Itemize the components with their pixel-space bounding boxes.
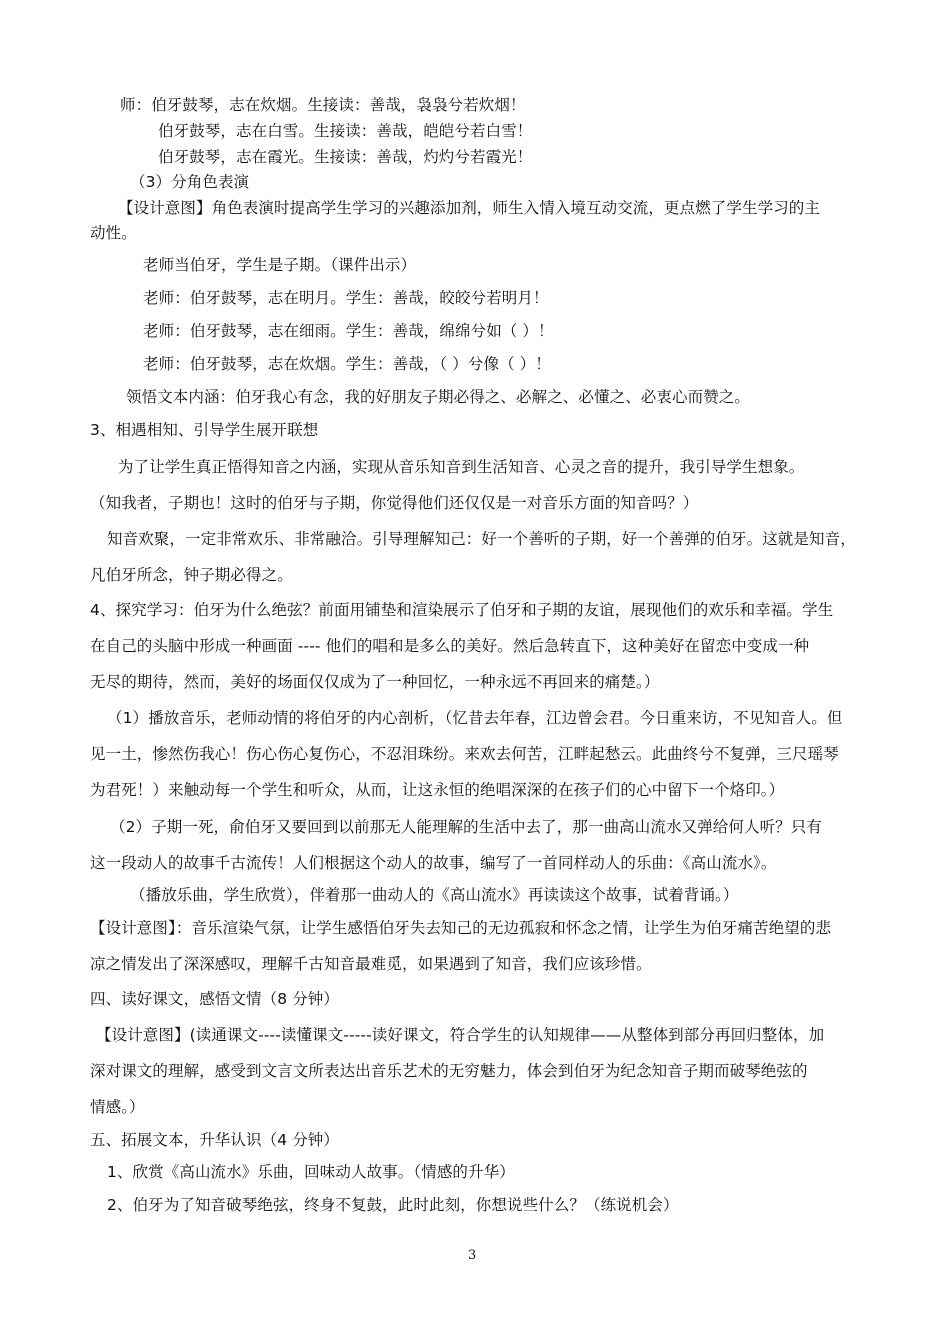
text-line-8: 老师：伯牙鼓琴，志在明月。学生：善哉，皎皎兮若明月！ xyxy=(143,289,549,307)
text-line-26: 【设计意图】：音乐渲染气氛，让学生感悟伯牙失去知己的无边孤寂和怀念之情，让学生为伯牙痛苦绝望的悲 xyxy=(90,919,832,937)
text-line-7: 老师当伯牙，学生是子期。（课件出示） xyxy=(143,256,417,274)
text-line-3: 伯牙鼓琴，志在霞光。生接读：善哉，灼灼兮若霞光！ xyxy=(158,148,533,166)
text-line-30: 深对课文的理解，感受到文言文所表达出音乐艺术的无穷魅力，体会到伯牙为纪念知音子期而破琴绝弦的 xyxy=(90,1062,808,1080)
text-line-23: （2）子期一死，俞伯牙又要回到以前那无人能理解的生活中去了，那一曲高山流水又弹给何人听？只有 xyxy=(110,818,822,836)
text-line-34: 2、伯牙为了知音破琴绝弦，终身不复鼓，此时此刻，你想说些什么？（练说机会） xyxy=(107,1196,679,1214)
text-line-1: 师：伯牙鼓琴，志在炊烟。生接读：善哉，袅袅兮若炊烟！ xyxy=(120,96,526,114)
text-line-13: 为了让学生真正悟得知音之内涵，实现从音乐知音到生活知音、心灵之音的提升，我引导学生想象。 xyxy=(118,458,805,476)
text-line-16: 凡伯牙所念，钟子期必得之。 xyxy=(90,566,293,584)
text-line-9: 老师：伯牙鼓琴，志在细雨。学生：善哉，绵绵兮如（ ）！ xyxy=(143,322,554,340)
text-line-11: 领悟文本内涵：伯牙我心有念，我的好朋友子期必得之、必解之、必懂之、必衷心而赞之。 xyxy=(126,388,751,406)
text-line-12: 3、相遇相知、引导学生展开联想 xyxy=(90,421,319,439)
text-line-22: 为君死！）来触动每一个学生和听众，从而，让这永恒的绝唱深深的在孩子们的心中留下一个烙印。） xyxy=(90,781,785,799)
text-line-14: （知我者，子期也！这时的伯牙与子期，你觉得他们还仅仅是一对音乐方面的知音吗？） xyxy=(90,494,699,512)
text-line-28: 四、读好课文，感悟文情（8 分钟） xyxy=(90,990,339,1008)
text-line-2: 伯牙鼓琴，志在白雪。生接读：善哉，皑皑兮若白雪！ xyxy=(158,122,533,140)
text-line-10: 老师：伯牙鼓琴，志在炊烟。学生：善哉，（ ）兮像（ ）！ xyxy=(143,355,551,373)
text-line-4: （3）分角色表演 xyxy=(130,173,250,191)
text-line-33: 1、欣赏《高山流水》乐曲，回味动人故事。（情感的升华） xyxy=(107,1163,515,1181)
text-line-21: 见一土，惨然伤我心！伤心伤心复伤心，不忍泪珠纷。来欢去何苦，江畔起愁云。此曲终兮不复弹，三尺瑶琴 xyxy=(90,745,839,763)
text-line-32: 五、拓展文本，升华认识（4 分钟） xyxy=(90,1131,339,1149)
text-line-27: 凉之情发出了深深感叹，理解千古知音最难觅，如果遇到了知音，我们应该珍惜。 xyxy=(90,955,652,973)
text-line-19: 无尽的期待，然而，美好的场面仅仅成为了一种回忆，一种永远不再回来的痛楚。） xyxy=(90,673,660,691)
text-line-18: 在自己的头脑中形成一种画面 ---- 他们的唱和是多么的美好。然后急转直下，这种美好在留恋中变成一种 xyxy=(90,637,810,655)
text-line-17: 4、探究学习：伯牙为什么绝弦？前面用铺垫和渲染展示了伯牙和子期的友谊，展现他们的欢乐和幸福。学生 xyxy=(90,601,834,619)
text-line-5: 【设计意图】角色表演时提高学生学习的兴趣添加剂，师生入情入境互动交流，更点燃了学生学习的主 xyxy=(118,199,821,217)
text-line-24: 这一段动人的故事千古流传！人们根据这个动人的故事，编写了一首同样动人的乐曲：《高山流水》。 xyxy=(90,854,777,872)
text-line-15: 知音欢聚，一定非常欢乐、非常融洽。引导理解知己：好一个善听的子期，好一个善弹的伯牙。这就是知音， xyxy=(107,530,856,548)
text-line-31: 情感。） xyxy=(90,1098,145,1116)
text-line-29: 【设计意图】(读通课文----读懂课文-----读好课文，符合学生的认知规律——从整体到部分再回归整体，加 xyxy=(96,1026,825,1044)
text-line-6: 动性。 xyxy=(90,224,137,242)
text-line-20: （1）播放音乐，老师动情的将伯牙的内心剖析，（忆昔去年春，江边曾会君。今日重来访，不见知音人。但 xyxy=(107,709,843,727)
page-number: 3 xyxy=(468,1248,477,1263)
text-line-25: （播放乐曲，学生欣赏），伴着那一曲动人的《高山流水》再读读这个故事，试着背诵。） xyxy=(130,886,739,904)
